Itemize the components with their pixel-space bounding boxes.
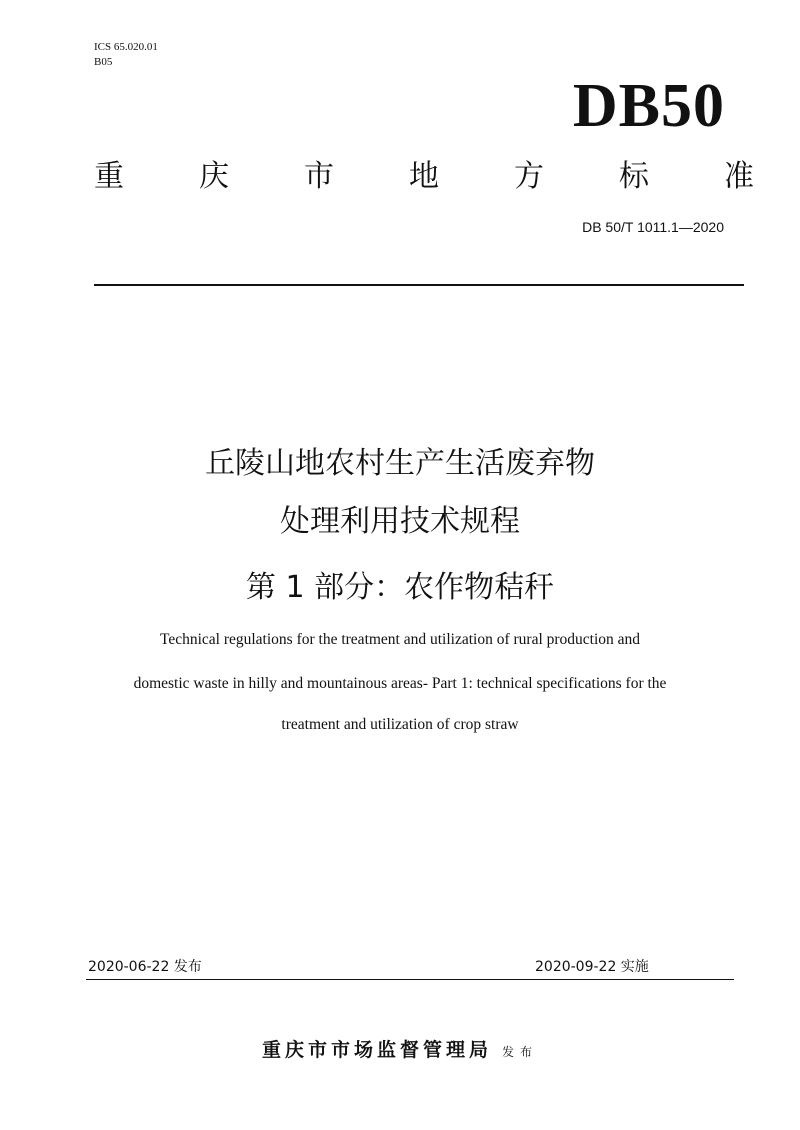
standard-type-char: 重 xyxy=(94,159,124,194)
chinese-title-line-2: 处理利用技术规程 xyxy=(280,504,520,539)
ics-code: ICS 65.020.01 xyxy=(94,41,158,53)
standard-type-char: 地 xyxy=(409,159,439,194)
header-divider xyxy=(94,284,744,286)
chinese-title-line-1: 丘陵山地农村生产生活废弃物 xyxy=(205,446,595,481)
standard-mark: DB50 xyxy=(572,72,725,140)
english-title-line-2: domestic waste in hilly and mountainous areas- Part 1: technical specifications for the xyxy=(133,675,667,692)
standard-type-char: 庆 xyxy=(199,159,229,194)
standard-type-title xyxy=(94,155,754,199)
publish-date: 2020-06-22 发布 xyxy=(88,959,202,975)
standard-type-char: 准 xyxy=(724,159,754,194)
standard-type-char: 市 xyxy=(304,159,334,194)
implement-date: 2020-09-22 实施 xyxy=(535,959,649,975)
issuer-line xyxy=(0,1037,800,1065)
issue-word: 发布 xyxy=(502,1045,539,1059)
footer-divider xyxy=(86,979,734,980)
english-title-line-1: Technical regulations for the treatment and utilization of rural production and xyxy=(159,631,641,648)
standard-number: DB 50/T 1011.1—2020 xyxy=(582,219,724,235)
chinese-title-line-3: 第 1 部分：农作物秸秆 xyxy=(245,570,555,605)
standard-type-char: 标 xyxy=(619,159,649,194)
class-code: B05 xyxy=(94,56,113,68)
standard-type-char: 方 xyxy=(514,159,544,194)
issuer-name: 重庆市市场监督管理局 xyxy=(261,1039,492,1061)
english-title-line-3: treatment and utilization of crop straw xyxy=(281,716,519,733)
classification-codes xyxy=(94,40,158,70)
